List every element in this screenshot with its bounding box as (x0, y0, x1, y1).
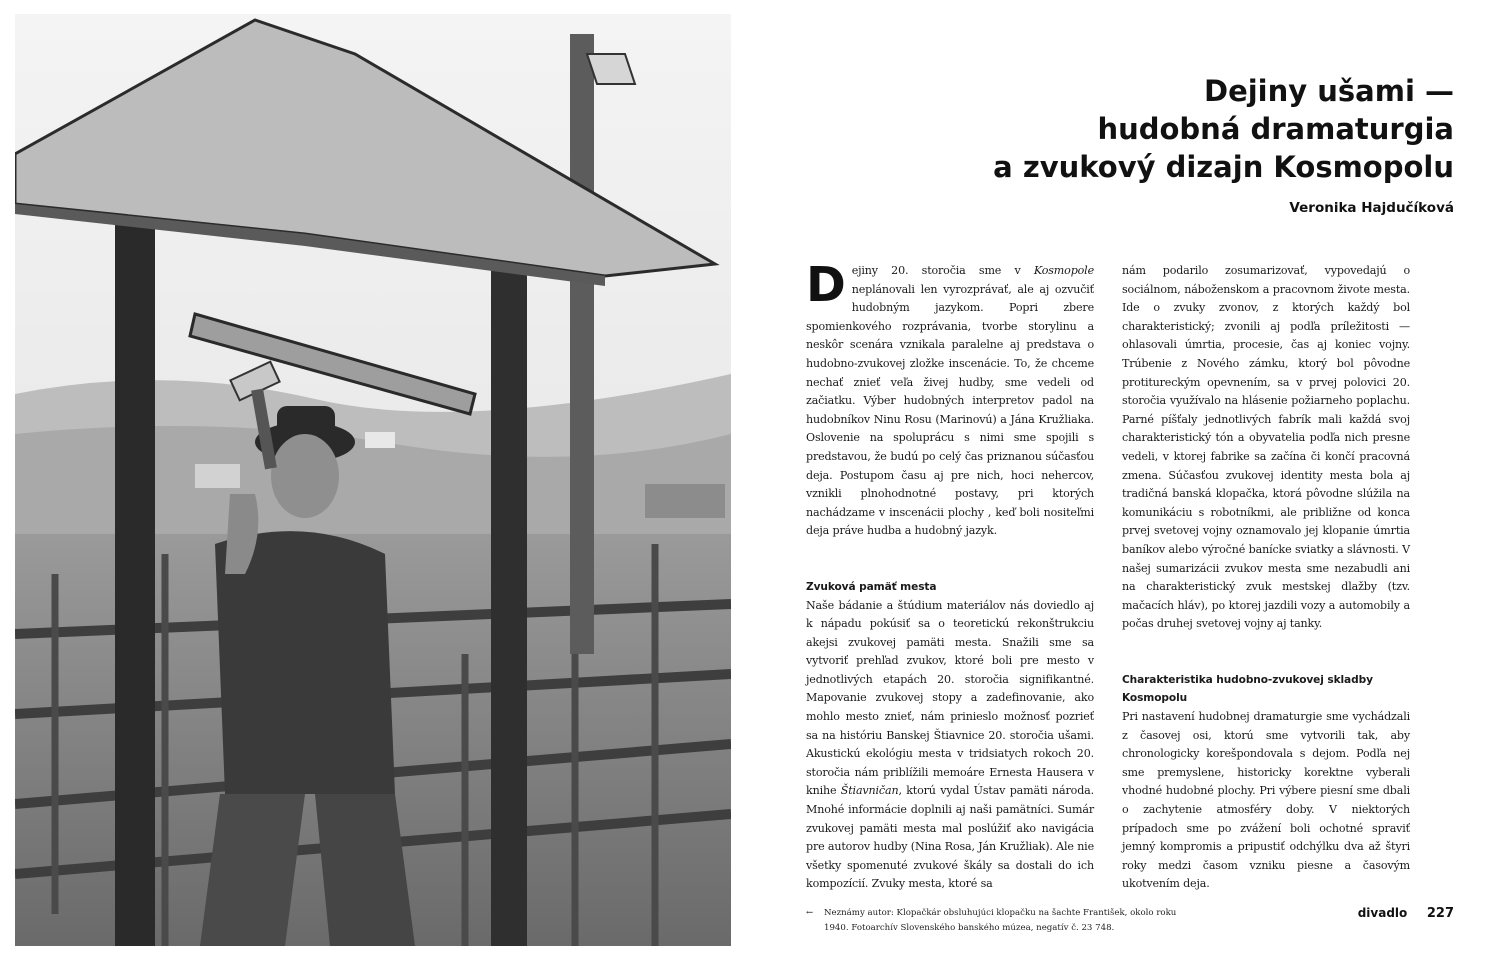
section-name: divadlo (1357, 906, 1408, 920)
intro-paragraph (806, 257, 1094, 541)
composition-paragraph: Pri nastavení hudobnej dramaturgie sme vychádzali z časovej osi, ktorú sme vytvorili tak, aby chronologicky korešpondovala s dejom. Podľa nej sme premyslene, historicky korektne vyberali vhodné hudobné plochy. Pri výbere piesní sme dbali o zachytenie atmosféry doby. V niektorých prípadoch sme po zvážení boli ochotné spraviť jemný kompromis a pripustiť odchýlku dva až štyri roky medzi časom vzniku piesne a časovým ukotvením deja. (1122, 710, 1410, 891)
author-name: Veronika Hajdučíková (1289, 200, 1454, 216)
left-column (806, 257, 1094, 894)
intro-text-b: neplánovali len vyrozprávať, ale aj ozvučiť hudobným jazykom. Popri zbere spomienkového rozprávania, tvorbe storylinu a neskôr scenára vznikala paralelne aj predstava o hudobno-zvukovej zložke inscenácie. To, že chceme nechať znieť veľa živej hudby, sme vedeli od začiatku. Výber hudobných interpretov padol na hudobníkov Ninu Rosu (Marinovú) a Jána Kružliaka. Oslovenie na spoluprácu s nimi sme spojili s predstavou, že budú po celý čas priznanou súčasťou deja. Postupom času aj pre nich, hoci nehercov, vznikli plnohodnotné postavy, pri ktorých nachádzame v inscenácii plochy , keď boli nositeľmi deja práve hudba a hudobný jazyk. (806, 282, 1094, 538)
title-line-2: hudobná dramaturgia (1097, 112, 1454, 146)
article-title (934, 72, 1454, 186)
sound-memory-paragraph (806, 597, 1094, 895)
drop-cap: D (806, 257, 846, 313)
intro-text-a: ejiny 20. storočia sme v (851, 264, 1034, 277)
intro-italic: Kosmopole (1033, 264, 1094, 277)
photo-caption (806, 906, 1186, 936)
page-number: 227 (1426, 906, 1454, 921)
photo (15, 14, 731, 946)
left-arrow-icon: ← (806, 908, 814, 918)
photo-image (15, 14, 731, 946)
sound-memory-italic: Štiavničan (840, 784, 899, 798)
title-line-3: a zvukový dizajn Kosmopolu (993, 150, 1454, 184)
right-column (1122, 262, 1410, 894)
city-sounds-paragraph: nám podarilo zosumarizovať, vypovedajú o sociálnom, náboženskom a pracovnom živote mesta. Ide o zvuky zvonov, z ktorých každý bol charakteristický; zvonili aj podľa príležitosti — ohlasovali úmrtia, procesie, čas aj koniec vojny. Trúbenie z Nového zámku, ktorý bol pôvodne protitureckým opevnením, sa v prvej polovici 20. storočia využívalo na hlásenie požiarneho poplachu. Parné píšťaly jednotlivých fabrík mali každá svoj charakteristický tón a obyvatelia podľa nich presne vedeli, v ktorej fabrike sa začína či končí pracovná zmena. Súčasťou zvukovej identity mesta bola aj tradičná banská klopačka, ktorá pôvodne slúžila na komunikáciu s robotníkmi, ale približne od konca prvej svetovej vojny oznamovalo jej klopanie úmrtia baníkov alebo výročné banícke sviatky a slávnosti. V našej sumarizácii zvukov mesta sme nezabudli ani na charakteristický zvuk mestskej dlažby (tzv. mačacích hláv), po ktorej jazdili vozy a automobily a počas druhej svetovej vojny aj tanky. (1122, 264, 1410, 631)
section-heading-sound-memory: Zvuková pamäť mesta (806, 580, 937, 593)
sound-memory-text-b: , ktorú vydal Ústav pamäti národa. Mnohé informácie doplnili aj naši pamätníci. Sumár zvukovej pamäti mesta mal poslúžiť ako navigácia pre autorov hudby (Nina Rosa, Ján Kružliak). Ale nie všetky spomenuté zvukové škály sa dostali do ich kompozícií. Zvuky mesta, ktoré sa (806, 784, 1094, 891)
sound-memory-text-a: Naše bádanie a štúdium materiálov nás doviedlo aj k nápadu pokúsiť sa o teoretickú rekonštrukciu akejsi zvukovej pamäti mesta. Snažili sme sa vytvoriť prehľad zvukov, ktoré boli pre mesto v jednotlivých etapách 20. storočia signifikantné. Mapovanie zvukovej stopy a zadefinovanie, ako mohlo mesto znieť, nám prinieslo možnosť pozrieť sa na históriu Banskej Štiavnice 20. storočia ušami. Akustickú ekológiu mesta v tridsiatych rokoch 20. storočia nám priblížili memoáre Ernesta Hausera v knihe (806, 598, 1094, 798)
section-heading-composition: Charakteristika hudobno-zvukovej skladby Kosmopolu (1122, 673, 1373, 705)
caption-text: Neznámy autor: Klopačkár obsluhujúci klopačku na šachte František, okolo roku 1940. Fotoarchív Slovenského banského múzea, negatív č. 23 748. (824, 908, 1177, 933)
title-line-1: Dejiny ušami — (1204, 74, 1454, 108)
page-footer (1358, 902, 1454, 921)
